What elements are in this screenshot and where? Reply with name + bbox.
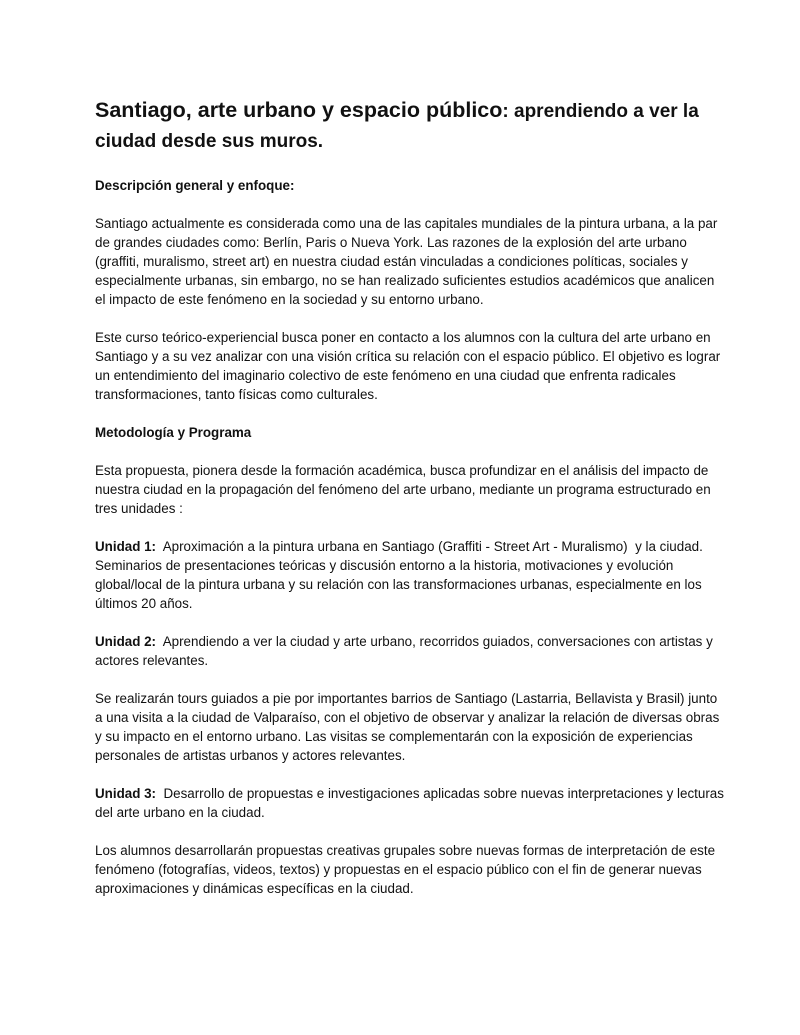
unit-2-label: Unidad 2: <box>95 634 157 649</box>
unit-2-title <box>95 632 725 670</box>
section-heading-metodologia: Metodología y Programa <box>95 425 252 440</box>
unit-1-description: Seminarios de presentaciones teóricas y discusión entorno a la historia, motivaciones y evolución global/local de la pintura urbana y su relación con las transformaciones urbanas, especialmente en los últimos 20 años. <box>95 558 702 611</box>
unit-2-description: Se realizarán tours guiados a pie por importantes barrios de Santiago (Lastarria, Bellavista y Brasil) junto a una visita a la ciudad de Valparaíso, con el objetivo de observar y analizar la relación de diversas obras y su impacto en el entorno urbano. Las visitas se complementarán con la exposición de experiencias personales de artistas urbanos y actores relevantes. <box>95 691 720 763</box>
unit-1-title <box>95 537 725 556</box>
title-main: Santiago, arte urbano y espacio público <box>95 98 503 122</box>
unit-2-title-text: Aprendiendo a ver la ciudad y arte urbano, recorridos guiados, conversaciones con artistas y actores relevantes. <box>95 634 717 668</box>
document-title <box>95 96 725 156</box>
descripcion-paragraph-1: Santiago actualmente es considerada como una de las capitales mundiales de la pintura urbana, a la par de grandes ciudades como: Berlín, Paris o Nueva York. Las razones de la explosión del arte urbano (graffiti, muralismo, street art) en nuestra ciudad están vinculadas a condiciones políticas, sociales y especialmente urbanas, sin embargo, no se han realizado suficientes estudios académicos que analicen el impacto de este fenómeno en la sociedad y su entorno urbano. <box>95 216 718 307</box>
metodologia-intro: Esta propuesta, pionera desde la formación académica, busca profundizar en el análisis del impacto de nuestra ciudad en la propagación del fenómeno del arte urbano, mediante un programa estructurado en tres unidades : <box>95 463 711 516</box>
descripcion-paragraph-2: Este curso teórico-experiencial busca poner en contacto a los alumnos con la cultura del arte urbano en Santiago y a su vez analizar con una visión crítica su relación con el espacio público. El objetivo es lograr un entendimiento del imaginario colectivo de este fenómeno en una ciudad que enfrenta radicales transformaciones, tanto físicas como culturales. <box>95 330 721 402</box>
unit-3-title-text: Desarrollo de propuestas e investigaciones aplicadas sobre nuevas interpretaciones y lecturas del arte urbano en la ciudad. <box>95 786 728 820</box>
title-subtitle: : aprendiendo a ver la ciudad desde sus muros. <box>95 101 699 152</box>
unit-1-title-text: Aproximación a la pintura urbana en Santiago (Graffiti - Street Art - Muralismo) y la ciudad. <box>156 539 703 554</box>
unit-3-title <box>95 784 728 822</box>
unit-1-label: Unidad 1: <box>95 539 157 554</box>
unit-3-description: Los alumnos desarrollarán propuestas creativas grupales sobre nuevas formas de interpretación de este fenómeno (fotografías, videos, textos) y propuestas en el espacio público con el fin de generar nuevas aproximaciones y dinámicas específicas en la ciudad. <box>95 843 716 896</box>
section-heading-descripcion: Descripción general y enfoque: <box>95 178 295 193</box>
document-page <box>95 96 728 898</box>
unit-3-label: Unidad 3: <box>95 786 157 801</box>
